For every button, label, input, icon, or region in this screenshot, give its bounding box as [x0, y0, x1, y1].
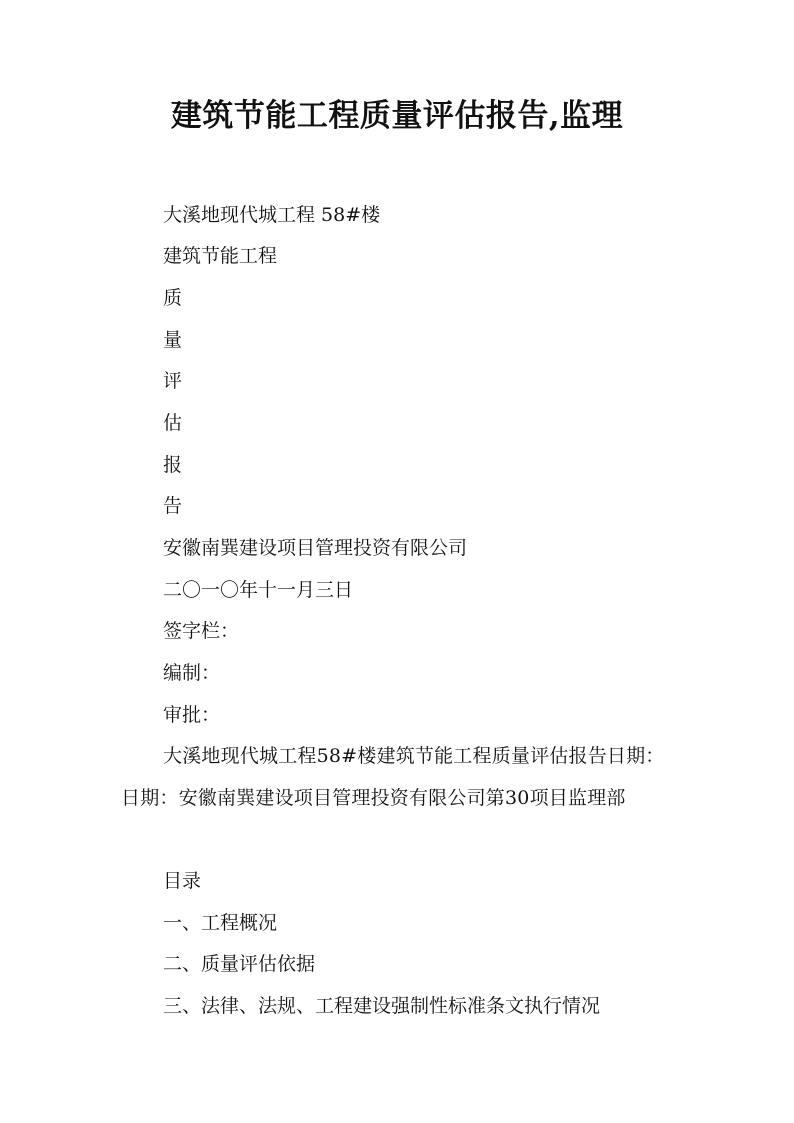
- company-name-line: 安徽南巽建设项目管理投资有限公司: [163, 537, 468, 559]
- vertical-title-char-5: 报: [163, 454, 183, 476]
- vertical-title-char-4: 估: [163, 412, 183, 434]
- toc-item-1: 一、工程概况: [163, 912, 278, 934]
- approved-by-label: 审批：: [163, 704, 221, 726]
- toc-item-3: 三、法律、法规、工程建设强制性标准条文执行情况: [163, 995, 601, 1017]
- prepared-by-label: 编制：: [163, 662, 221, 684]
- toc-item-2: 二、质量评估依据: [163, 953, 316, 975]
- vertical-title-char-1: 质: [163, 287, 183, 309]
- project-name-line: 大溪地现代城工程 58#楼: [163, 204, 381, 226]
- report-info-paragraph: 大溪地现代城工程58#楼建筑节能工程质量评估报告日期：日期：安徽南巽建设项目管理投资有限公司第30项目监理部: [121, 745, 665, 809]
- toc-heading: 目录: [163, 870, 202, 892]
- signature-section-label: 签字栏：: [163, 620, 240, 642]
- vertical-title-char-3: 评: [163, 370, 183, 392]
- vertical-title-char-2: 量: [163, 329, 183, 351]
- date-line: 二〇一〇年十一月三日: [163, 579, 354, 601]
- document-title: 建筑节能工程质量评估报告,监理: [170, 98, 624, 134]
- project-subtitle-line: 建筑节能工程: [163, 245, 278, 267]
- vertical-title-char-6: 告: [163, 495, 183, 517]
